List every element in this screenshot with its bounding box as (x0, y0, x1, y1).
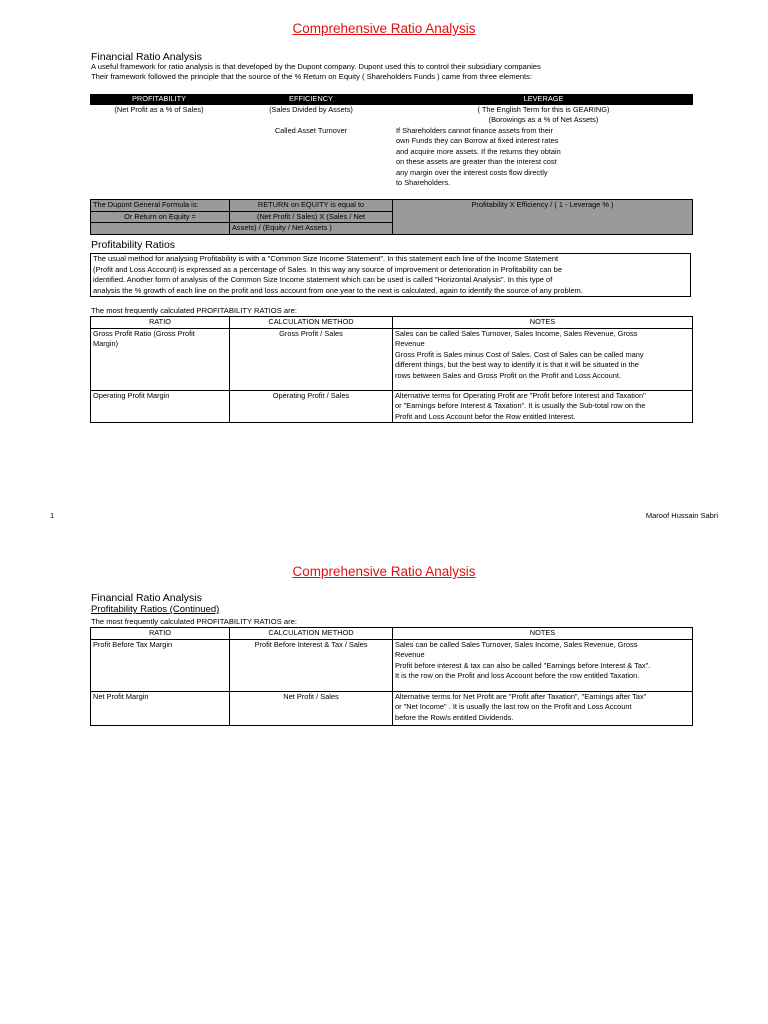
note-line: or "Net Income" . It is usually the last row on the Profit and Loss Account (395, 702, 632, 711)
efficiency-desc-2 (228, 115, 394, 126)
note-line: or "Earnings before Interest & Taxation". It is usually the Sub-total row on the (395, 401, 646, 410)
section-heading: Financial Ratio Analysis (91, 592, 202, 604)
ratio-col-header: RATIO (91, 317, 230, 329)
most-frequent-label: The most frequently calculated PROFITABILITY RATIOS are: (91, 306, 297, 315)
ratio-name-line: Margin) (93, 339, 119, 348)
leverage-line-3: and acquire more assets. If the returns they obtain (396, 146, 561, 156)
ratio-name (91, 691, 230, 725)
note-line: Alternative terms for Operating Profit are "Profit before Interest and Taxation" (395, 390, 646, 400)
ratio-name (91, 390, 230, 423)
leverage-line-4: on these assets are greater than the interest cost (396, 157, 557, 166)
most-frequent-label: The most frequently calculated PROFITABILITY RATIOS are: (91, 617, 297, 626)
leverage-desc-2: (Borowings as a % of Net Assets) (488, 115, 599, 124)
page-title: Comprehensive Ratio Analysis (292, 21, 476, 36)
method-col-header: CALCULATION METHOD (230, 317, 393, 329)
ratio-method: Profit Before Interest & Tax / Sales (230, 639, 393, 691)
note-line: Sales can be called Sales Turnover, Sales Income, Sales Revenue, Gross (395, 639, 638, 649)
page-number: 1 (50, 511, 55, 520)
prof-box-line-3: identified. Another form of analysis of the Common Size Income statement which can be used is called "Horizontal Analysis". In this type of (93, 275, 553, 284)
ratio-name (91, 328, 230, 390)
sub-heading: Profitability Ratios (Continued) (91, 604, 220, 615)
dupont-elements-table (90, 94, 693, 189)
ratio-method: Operating Profit / Sales (230, 390, 393, 423)
formula-expression: Profitability X Efficiency / ( 1 - Leverage % ) (393, 200, 693, 235)
intro-line-1: A useful framework for ratio analysis is that developed by the Dupont company. Dupont used this to control their subsidiary companies (91, 62, 541, 71)
formula-roe-1: RETURN on EQUITY is equal to (230, 200, 393, 212)
formula-roe-2: (Net Profit / Sales) X (Sales / Net (230, 211, 393, 223)
note-line: Gross Profit is Sales minus Cost of Sales. Cost of Sales can be called many (395, 349, 644, 359)
page-title: Comprehensive Ratio Analysis (292, 564, 476, 579)
ratio-notes (393, 691, 693, 725)
formula-roe-3: Assets) / (Equity / Net Assets ) (230, 223, 393, 235)
ratio-name (91, 639, 230, 691)
author-name: Maroof Hussain Sabri (645, 511, 718, 520)
leverage-line-6: to Shareholders. (396, 178, 451, 187)
leverage-line-1: If Shareholders cannot finance assets from their (396, 125, 553, 135)
note-line: Sales can be called Sales Turnover, Sales Income, Sales Revenue, Gross (395, 328, 638, 338)
document-page-2 (0, 545, 768, 1024)
intro-line-2: Their framework followed the principle that the source of the % Return on Equity ( Shareholders Funds ) came from three elements: (91, 72, 533, 81)
ratio-table (90, 316, 693, 423)
formula-label-1: The Dupont General Formula is: (91, 200, 230, 212)
profitability-description-box (90, 253, 691, 297)
leverage-desc-1: ( The English Term for this is GEARING) (477, 104, 610, 114)
method-col-header: CALCULATION METHOD (230, 628, 393, 640)
table-row (91, 639, 693, 691)
ratio-notes (393, 639, 693, 691)
notes-col-header: NOTES (393, 628, 693, 640)
ratio-notes (393, 328, 693, 390)
header-efficiency: EFFICIENCY (228, 94, 394, 105)
ratio-name-line: Net Profit Margin (93, 691, 149, 701)
ratio-name-line: Profit Before Tax Margin (93, 639, 173, 649)
ratio-name-line: Gross Profit Ratio (Gross Profit (93, 328, 195, 338)
dupont-formula-table (90, 199, 693, 235)
header-leverage: LEVERAGE (394, 94, 693, 105)
section-heading: Financial Ratio Analysis (91, 51, 202, 63)
leverage-line-5: any margin over the interest costs flow directly (396, 167, 548, 177)
table-row (91, 390, 693, 423)
efficiency-desc-1: (Sales Divided by Assets) (269, 104, 353, 114)
ratio-method: Gross Profit / Sales (230, 328, 393, 390)
note-line: before the Row/s entitled Dividends. (395, 712, 514, 722)
note-line: Profit and Loss Account befor the Row entitled Interest. (395, 411, 576, 421)
ratio-notes (393, 390, 693, 423)
table-row (91, 691, 693, 725)
note-line: different things, but the best way to identify it is that it will be situated in the (395, 360, 639, 369)
prof-box-line-2: (Profit and Loss Account) is expressed as a percentage of Sales. In this way any source of improvement or deterioration in Profitability can be (93, 264, 562, 274)
prof-box-line-1: The usual method for analysing Profitability is with a "Common Size Income Statement". In this statement each line of the Income Statement (93, 254, 559, 263)
ratio-name-line: Operating Profit Margin (93, 390, 170, 400)
note-line: Profit before interest & tax can also be called "Earnings before Interest & Tax". (395, 660, 651, 670)
header-profitability: PROFITABILITY (90, 94, 228, 105)
efficiency-desc-3: Called Asset Turnover (274, 125, 348, 135)
ratio-col-header: RATIO (91, 628, 230, 640)
profitability-heading: Profitability Ratios (91, 239, 176, 251)
formula-label-2: Or Return on Equity = (91, 211, 230, 223)
note-line: Revenue (395, 339, 425, 348)
note-line: Alternative terms for Net Profit are "Profit after Taxation", "Earnings after Tax" (395, 691, 647, 701)
ratio-table (90, 627, 693, 726)
prof-box-line-4: analysis the % growth of each line on the profit and loss account from one year to the next is calculated, again to identify the source of any problem. (93, 285, 583, 295)
note-line: It is the row on the Profit and loss Account before the row entitled Taxation. (395, 671, 640, 680)
leverage-line-2: own Funds they can Borrow at fixed interest rates (396, 136, 559, 145)
ratio-method: Net Profit / Sales (230, 691, 393, 725)
note-line: rows between Sales and Gross Profit on the Profit and Loss Account. (395, 370, 621, 380)
profitability-desc: (Net Profit as a % of Sales) (114, 104, 204, 114)
notes-col-header: NOTES (393, 317, 693, 329)
table-row (91, 328, 693, 390)
note-line: Revenue (395, 650, 425, 659)
